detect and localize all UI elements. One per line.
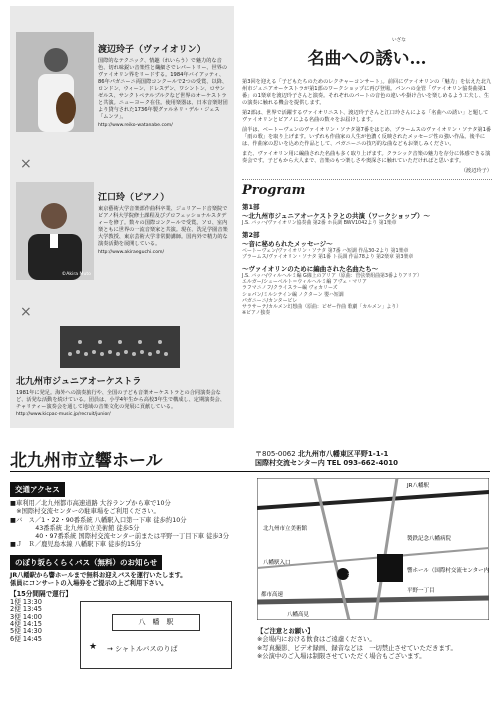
note-item: ※会場内における飲食はご遠慮ください。 [257, 636, 376, 644]
run-number: 6便 [10, 634, 21, 643]
program-part-2-title: 第2部 〜音に秘められたメッセージ〜 [242, 231, 333, 249]
intro-paragraph: 前半は、ベートーヴェンのヴァイオリン・ソナタ第7番をはじめ、ブラームスのヴァイオリン・ソナタ第1番「雨の歌」を取り上げます。いずれも作曲家の人生が色濃く反映されたメッセージ性の強い作品。後半には、作曲家の思いを込めた作品として、パガニーニの技巧的な曲などもお楽しみください。 [242, 127, 492, 147]
program-part-1-title: 第1部 〜北九州市ジュニアオーケストラとの共演（ワークショップ）〜 [242, 203, 430, 220]
access-map [257, 478, 489, 620]
performer-3-name: 北九州市ジュニアオーケストラ [16, 377, 142, 387]
performer-3-url[interactable]: http://www.kicpac-music.jp/recruit/junior/ [16, 412, 111, 417]
postal-code: 〒805-0062 [255, 450, 296, 458]
orchestra-icon [60, 326, 180, 368]
intersection-label: 平野一丁目 [407, 588, 435, 594]
run-number: 5便 [10, 627, 21, 636]
hall-title: 北九州市立響ホール [10, 451, 163, 471]
access-item: ■バ ス／1・22・90番系統 八幡駅入口第一下車 徒歩約10分 [10, 516, 187, 524]
violinist-portrait-icon [16, 32, 94, 132]
performer-3-bio: 1981年に発足。海外への演奏旅行や、全国の子ども音楽オーケストラとの合同演奏会など、活発な活動を続けている。団員は、小学4年生から高校3年生で構成し、定期演奏会、チャリティー演奏会を通して地域の音楽文化の発展に貢献している。 [16, 390, 225, 410]
intro-paragraph: また、ヴァイオリン用に編曲された名曲も多く取り上げます。クラシック音楽の魅力を存分に体感できる演奏会です。子どもから大人まで、音楽のもつ楽しさや奥深さに触れていただければと思います。 [242, 151, 491, 164]
cross-separator-icon: × [20, 304, 32, 320]
schedule-block [10, 591, 242, 709]
access-block [10, 477, 242, 709]
performer-2-name: 江口玲（ピアノ） [98, 193, 170, 203]
access-list [10, 500, 242, 550]
station-label: JR八幡駅 [407, 483, 429, 489]
performer-1-bio: 国際的なテクニック、情趣（れいらう）で魅力的な音色、切れ味鋭い音楽性と繊細さでレパートリー、世界のヴァイオリン界をリードする。1984年バイアッティ、86年パガニーニ両国際コンクールで2つの受賞、以降、ロンドン、ウィーン、ドレスデン、ワシントン、ロサンゼルス、サンクトペテルブルクなど世界のオーケストラと共演。ニューヨーク在住。使用楽器は、日本音楽財団より貸与された1736年製グァルネリ・デル・ジェス「ムンツ」。 [98, 58, 228, 120]
program-item: エルガー/シューベルト＝ウィルヘルミ編 アヴェ・マリア [242, 279, 367, 286]
station-name: 八 幡 駅 [112, 614, 200, 631]
run-time: 14:15 [22, 620, 42, 628]
signature: （渡辺玲子） [460, 168, 492, 174]
bus-stop-label: 八幡駅入口 [263, 560, 291, 566]
run-number: 1便 [10, 597, 21, 606]
performer-1-name: 渡辺玲子（ヴァイオリン） [98, 45, 206, 55]
highway-label: 都市高速 [261, 592, 284, 598]
access-label: 交通アクセス [10, 482, 65, 497]
run-time: 13:45 [22, 605, 42, 614]
note-item: ※公演中のご入場は制限させていただく場合もございます。 [257, 652, 426, 660]
center-name: 国際村交流センター内 [255, 459, 325, 467]
performer-2-url[interactable]: http://www.akiraeguchi.com/ [98, 250, 165, 255]
performer-3-text [16, 374, 230, 418]
orchestra-photo [60, 326, 180, 368]
bus-description: JR八幡駅から響ホールまで無料お迎えバスを運行いたします。 係員にコンサートの入場券をご提示の上ご利用下さい。 [10, 571, 187, 588]
run-time: 13:30 [22, 597, 42, 606]
photo-credit: ©Akira Muto [61, 271, 91, 277]
performer-1-url[interactable]: http://www.reiko-watanabe.com/ [98, 123, 173, 128]
hall-info-section [10, 440, 490, 702]
notes-block [257, 628, 489, 661]
header-ruby: いざな [392, 38, 406, 43]
run-number: 3便 [10, 612, 21, 621]
program-part-2 [242, 230, 492, 260]
area-label: 八幡高見 [287, 612, 310, 618]
program-label: Program [242, 183, 306, 198]
program-item: サラサーテ/カルメン幻想曲（原曲：ビゼー作曲 歌劇「カルメン」より） [242, 303, 402, 310]
intro-paragraph: 第2部は、世界で活躍するヴァイオリニスト、渡辺玲子さんと江口玲さんによる「名曲への誘い」と題してヴァイオリンとピアノによる名曲の数々をお届けします。 [242, 110, 489, 123]
program-item: J.S. バッハ/ヴァイオリン協奏曲 第2番 ホ長調 BWV1042より 第1楽章 [242, 220, 397, 226]
performer-2-text [98, 190, 228, 256]
arrow-icon: → [107, 645, 113, 654]
performer-1-text [98, 42, 228, 129]
violinist-photo [16, 32, 94, 132]
run-time: 14:45 [22, 634, 42, 643]
program-item: ベートーヴェン/ヴァイオリン・ソナタ 第7番 ハ短調 作品30-2より 第1楽章 [242, 248, 409, 255]
program-item: J.S. バッハ/ウィルヘルミ編 G線上のアリア（原曲：管弦楽組曲第3番よりアリア） [242, 273, 423, 280]
access-item: ■Ｊ Ｒ／鹿児島本線 八幡駅下車 徒歩約15分 [10, 541, 142, 549]
profiles-panel [10, 6, 234, 428]
hall-label: 響ホール（国際村交流センター内） [407, 568, 489, 574]
intro-text [242, 79, 492, 175]
shuttle-stop-label [107, 644, 177, 654]
program-item: ブラームス/ヴァイオリン・ソナタ 第1番 ト長調 作品78より 第2楽章 第3楽章 [242, 254, 414, 261]
program-item: パガニーニ/カンタービレ [242, 297, 298, 304]
pianist-portrait-icon [16, 182, 94, 280]
performer-2-bio: 東京藝術大学音楽部作曲科卒業、ジュリアード音楽院でピアノ科大学院修士課程及びプロフェッショナルスタディーを修了。数々の国際コンクールで受賞。ソロ、室内楽ともに世界の一流音楽家と共演。現在、洗足学園音楽大学教授、東京芸術大学非常勤講師。国内外で精力的な演奏活動を展開している。 [98, 206, 228, 247]
museum-label: 北九州市立美術館 [263, 526, 308, 532]
program-item: ※ピアノ独奏 [242, 309, 271, 316]
notes-label: 【ご注意とお願い】 [257, 628, 314, 635]
schedule-label: 【15分間隔で運行】 [10, 590, 72, 599]
program-part-3-title: 〜ヴァイオリンのために編曲された名曲たち〜 [242, 265, 379, 274]
pianist-photo [16, 182, 94, 280]
access-item: ■車利用／北九州都市高速道路 大谷ランプから車で10分 [10, 500, 171, 507]
intro-column [242, 6, 492, 428]
station-diagram [80, 601, 232, 669]
intro-paragraph: 第3回を迎える「子どもたちのためのレクチャーコンサート」。前回にヴァイオリンの「魅力」を伝えた北九州市ジュニアオーケストラが第1部のワークショップに再び登場。パンハの金管「ヴァイオリン協奏曲第1番」の1楽章を渡辺玲子さんと演奏。それぞれのパートの音色の違いや掛け合いを楽しめるよう工夫し、生の演奏に触れる機会を提供します。 [242, 79, 492, 106]
run-number: 4便 [10, 620, 21, 628]
run-time: 14:00 [22, 612, 42, 621]
address-line: 北九州市八幡東区平野1-1-1 [297, 450, 389, 458]
access-item: ※国際村交流センターの駐車場をご利用ください。 [10, 508, 160, 516]
access-item: 43番系統 北九州市立美術館 徒歩5分 [10, 524, 140, 532]
program-section [242, 179, 492, 316]
program-item: ショパン/ミルシテイン編 ノクターン 嬰ハ短調 [242, 291, 344, 298]
shuttle-label: シャトルバスのりば [115, 645, 178, 654]
divider [10, 471, 490, 472]
hospital-label: 製鉄記念八幡病院 [407, 536, 452, 542]
program-item: ラフマニノフ/クライスラー編 ヴォカリーズ [242, 285, 338, 292]
map-icon [257, 478, 489, 620]
program-part-3 [242, 264, 492, 316]
bus-label: のぼり坂らくらくバス（無料）のお知らせ [10, 555, 162, 570]
tel-number[interactable]: TEL 093-662-4010 [326, 459, 398, 467]
hall-address [255, 450, 398, 468]
note-item: ※写真撮影、ビデオ録画、録音などは 一切禁止させていただきます。 [257, 644, 457, 652]
route-number-label: 3 [347, 573, 351, 580]
bus-stop-star-icon: ★ [89, 642, 98, 653]
cross-separator-icon: × [20, 156, 32, 172]
run-number: 2便 [10, 605, 21, 614]
page-header: 名曲への誘い… [307, 49, 427, 69]
run-time: 14:30 [22, 627, 42, 636]
program-part-1 [242, 202, 492, 226]
access-item: 40・97番系統 国際村交流センター前または平野一丁目下車 徒歩3分 [10, 533, 229, 541]
